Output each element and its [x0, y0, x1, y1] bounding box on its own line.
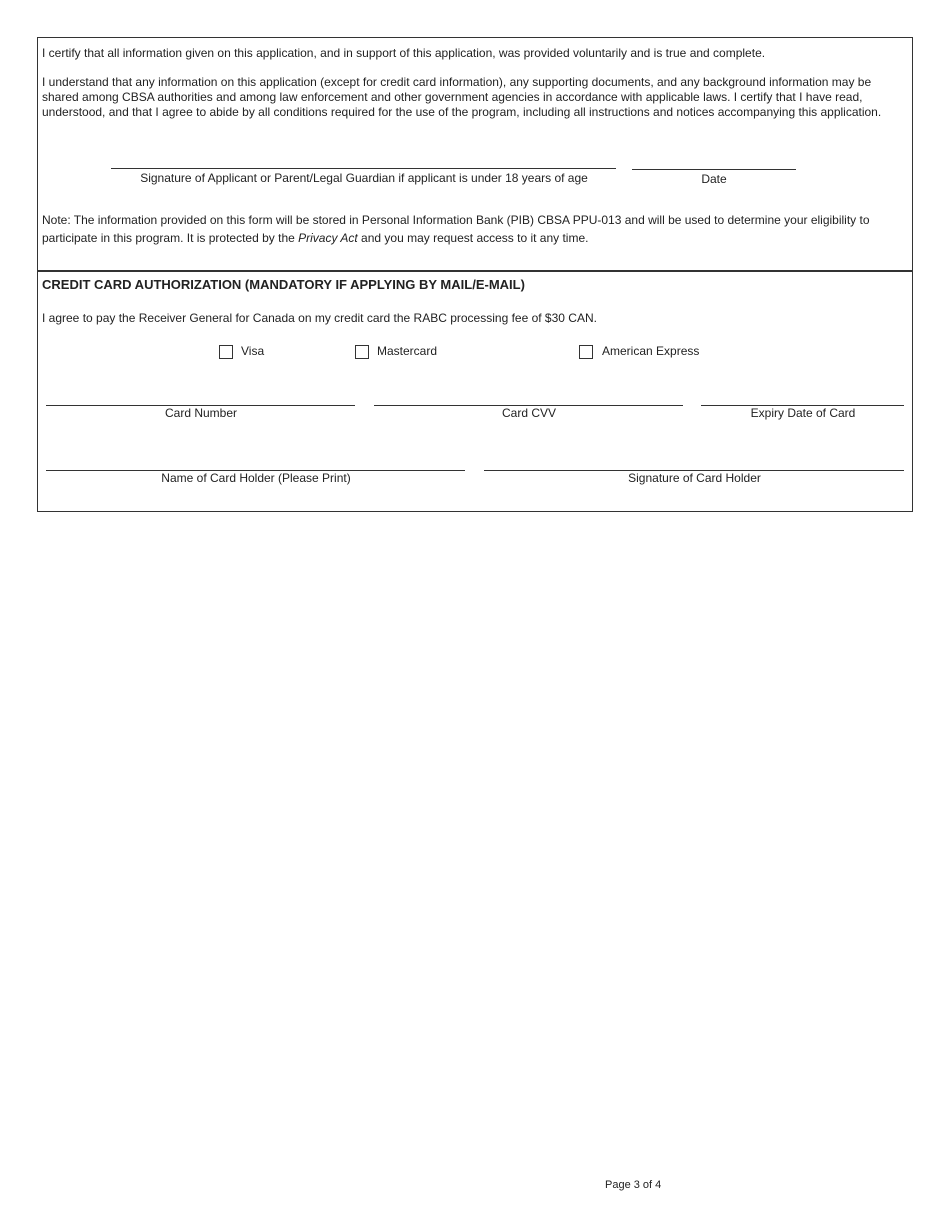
card-number-label: Card Number [164, 406, 238, 420]
certification-paragraph-2: I understand that any information on this application (except for credit card information), any supporting documents, and any background information may be shared among CBSA authorities and among law enforcement and other government agencies in accordance with applicable laws. I certify that I have read, understood, and that I agree to abide by all conditions required for the use of the program, including all instructions and notices accompanying this application. [42, 75, 882, 119]
page-number: Page 3 of 4 [605, 1179, 662, 1191]
card-cvv-field[interactable] [374, 381, 684, 405]
credit-card-heading: CREDIT CARD AUTHORIZATION (MANDATORY IF APPLYING BY MAIL/E-MAIL) [42, 277, 525, 292]
privacy-note-text-end: and you may request access to it any time. [357, 231, 589, 245]
american-express-label: American Express [602, 344, 700, 358]
privacy-note [42, 211, 908, 247]
applicant-signature-line [111, 168, 616, 169]
card-holder-signature-label: Signature of Card Holder [628, 471, 761, 485]
date-field[interactable] [632, 144, 797, 168]
certification-paragraph-1: I certify that all information given on this application, and in support of this application, was provided voluntarily and is true and complete. [42, 46, 766, 60]
card-number-field[interactable] [46, 381, 356, 405]
privacy-note-text: Note: The information provided on this form will be stored in Personal Information Bank (PIB) CBSA PPU-013 and will be used to determine your eligibility to participate in this program. It is protected by the [42, 213, 870, 245]
card-holder-name-label: Name of Card Holder (Please Print) [161, 471, 351, 485]
card-cvv-label: Card CVV [501, 406, 557, 420]
date-line [632, 169, 796, 170]
card-holder-signature-field[interactable] [484, 446, 905, 470]
american-express-checkbox[interactable] [579, 345, 593, 359]
applicant-signature-field[interactable] [111, 144, 617, 168]
certification-section [37, 37, 913, 272]
credit-card-section [37, 270, 913, 512]
expiry-date-label: Expiry Date of Card [750, 406, 856, 420]
expiry-date-field[interactable] [701, 381, 905, 405]
visa-label: Visa [241, 344, 265, 358]
applicant-signature-label: Signature of Applicant or Parent/Legal Guardian if applicant is under 18 years of age [140, 171, 588, 185]
credit-card-agreement: I agree to pay the Receiver General for Canada on my credit card the RABC processing fee of $30 CAN. [42, 311, 597, 325]
card-holder-name-field[interactable] [46, 446, 466, 470]
mastercard-checkbox[interactable] [355, 345, 369, 359]
mastercard-label: Mastercard [377, 344, 438, 358]
date-label: Date [701, 172, 727, 186]
privacy-act-term: Privacy Act [298, 231, 358, 245]
visa-checkbox[interactable] [219, 345, 233, 359]
